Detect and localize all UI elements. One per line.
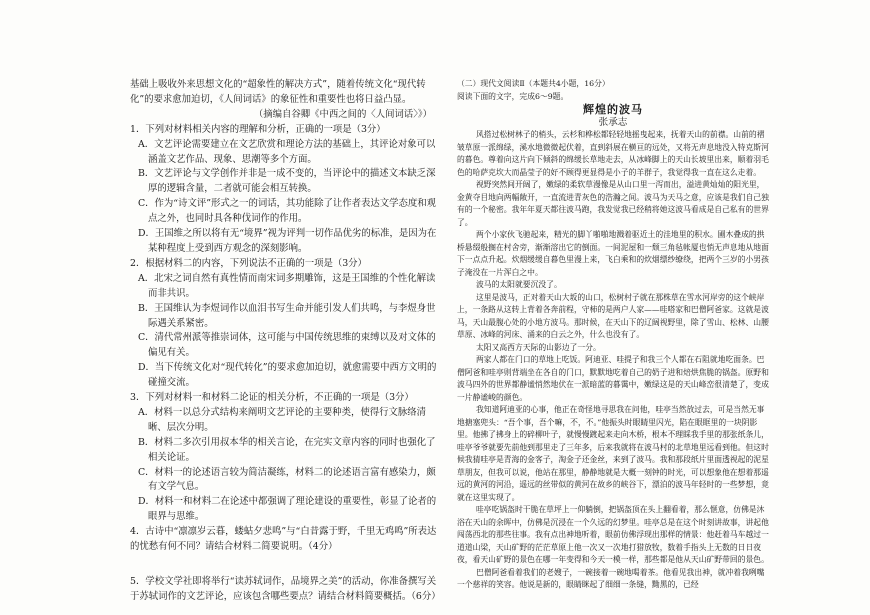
article-paragraph: 我知道阿迪亚的心事，他正在奇怪地寻思我在问他，哇亭当然放过去，可是当然无事地搪塞兜头：“吾个事，吾个嘛，不，不。”他振头时眼睛里闪光，陷在眼眶里的一块阴影里。他拂了拂身上的碎柳叶子，就慢慢踱起来走向木桥，根本不理睬我手里的那张纸条儿，哇亭爷爷就要先前他到那里走了三年多，后来我就将在波马村的北草地里远看到他。但这时候我猜哇亭是青海的金客子，淘金子还金丝，来到了波马。我和那段纸片里面透视起的泥星草朋友，但我可以说，他站在那里，静静地就是大概一刻钟的时光，可以想象他在想着那遥远的黄河的河沿，遥远的丝带似的黄河在故乡的峡谷下，漂泊的波马年轻时的一些梦想，竟就在这里实现了。 [457, 405, 769, 502]
article-paragraph: 太阳又高西方天际的山影边了一分。 [476, 342, 601, 352]
option-d: D．王国维之所以将有无“境界”视为评判一切作品优劣的标准，是因为在某种程度上受到西方观念的深刻影响。 [138, 228, 437, 254]
option-b: B．王国维认为李煜词作以血泪书写生命并能引发人们共鸣，与李煜身世际遇关系紧密。 [138, 302, 436, 329]
option-a: A．北宋之词自然有真性情而南宋词多期雕饰，这是王国维的个性化解读而非共识。 [138, 272, 436, 299]
option-b: B．文艺评论与文学创作并非是一成不变的，当评论中的描述文本缺乏深厚的逻辑含量，二者就可能会相互转换。 [138, 168, 436, 195]
option-c: C．材料一的论述语言较为简洁凝练，材料二的论述语言富有感染力，颇有文学气息。 [138, 466, 436, 493]
question-5 [130, 575, 440, 605]
question-stem: 2．根据材料二的内容，下列说法不正确的一项是（3分） [130, 257, 367, 269]
article-title: 辉煌的波马 [583, 103, 643, 116]
option-b: B．材料二多次引用叔本华的相关言论，在完实文章内容的同时也强化了相关论证。 [138, 436, 436, 463]
article-author: 张承志 [598, 116, 628, 128]
option-d: D．当下传统文化对“现代转化”的要求愈加迫切，就愈需要中西方文明的碰撞交流。 [138, 362, 437, 389]
question-stem: 4．古诗中“凛凛岁云暮，蝼蛄夕悲鸣”与“白昔露于野，千里无鸡鸣”所表达的忧愁有何不同？请结合材料二简要说明。（4分） [130, 526, 437, 553]
question-4 [130, 525, 440, 555]
question-1 [130, 123, 440, 257]
article-paragraph: 视野突然间开阔了，嫩绿的柔软草漫像是从山口里一泻而出，溢进黄灿灿的阳光里，金黄夺目地向两幅敞开，一直流进青灰色的浩瀚之间。波马为天马之意，应该是我们自己独有的一个秘密。我年年夏天都往波马跑，我发觉我已经稍将她这波马看成是自己私有的世界了。 [457, 180, 769, 227]
left-column [130, 78, 440, 605]
question-2 [130, 257, 440, 391]
answer-space [130, 555, 440, 575]
question-stem: 5．学校文学社即将举行“读苏轼词作，品境界之美”的活动，你准备撰写关于苏轼词作的文艺评论，应该包含哪些要点？请结合材料简要概括。（6分） [130, 576, 441, 602]
question-stem: 1．下列对材料相关内容的理解和分析，正确的一项是（3分） [130, 123, 386, 135]
article-paragraph: 风搭过松树林子的梢头，云杉和桦松都轻轻地摇曳起来，抚着天山的前襟。山前的褶皱草原一派绵绿，溪水地微微起伏着，直到斜展在横亘的远处，又将无声息地没入特克斯河的暮色。尊着向这片向下倾斜的绵缓长草地走去，从冰峰脚上的天山长坡里出来，顺着羽毛色的哈萨克坎大而晶莹子的好不顾得更显得是小子的羊群子，我觉得我一直在这么走着。 [457, 130, 769, 177]
source-citation: （摘编自谷卿《中西之间的〈人间词话〉》） [253, 108, 432, 120]
instruction-text: 阅读下面的文字，完成6～9题。 [457, 91, 569, 101]
article-paragraph: 哇亭吃锅盔时干脆在草坪上一仰躺倒，把锅盔顶在头上翻看着，那么惬意，仿佛是沐浴在天山的余晖中，仿佛是沉浸在一个久远的幻梦里。哇亭总是在这个时刻讲故事，讲起他闯荡西北的那些往事。我有点出神地听着，眼前仿佛浮现出那样的情景：他赶着马车越过一道道山梁，天山矿野的茫茫草原上他一次又一次地打猎放牧，数着手指头上无数的日日夜夜，看天山矿野的景色在哪一年变得和今天一模一样，那些都是他从天山矿野带回的景色。 [457, 505, 769, 564]
article-paragraph: 两个小家伙飞驰起来，精光的脚丫啪啪地溅着驱近土的洼地里的积水。圃木叠成的拱桥悬缀般搁在村舍旁，渐渐溶出它的倒面。一间泥屋和一颓三角毡帐厦也悄无声息地从地面下一点点升起。炊烟缓缓自暮色里漫上来，飞白乘和的炊烟缥纱缭绕，把两个三岁的小男孩子淹没在一片浑白之中。 [457, 230, 769, 277]
option-c: C．清代常州派等推崇词体，这可能与中国传统思维的束缚以及对文体的偏见有关。 [138, 332, 436, 359]
article-paragraph: 巴僧阿爸看着我们的老嫂子，一碗接着一碗地喝着茶。他看见我出神，就冲着我咧嘴一个慈祥的笑容。他说是新的，眼睛眯起了细细一条缝，黝黑的，已经 [457, 567, 765, 589]
option-d: D．材料一和材料二在论述中都强调了理论建设的重要性，彰显了论者的眼界与思维。 [138, 496, 437, 523]
option-a: A．材料一以总分式结构来阐明文艺评论的主要种类，使得行文脉络清晰、层次分明。 [138, 406, 427, 433]
option-c: C．作为“诗文评”形式之一的词话，其功能除了让作者表达文学态度和观点之外，也同时具各种伐词作的作用。 [138, 198, 437, 225]
question-stem: 3．下列对材料一和材料二论证的相关分析，不正确的一项是（3分） [130, 392, 414, 404]
article-paragraph: 这里是波马，正对着天山大坂的山口，松树村子就在那株草在雪水河岸旁的这个峡岸上，一条路从这转上背着各奔前程，守柿的是两户人家——哇嗒家和巴僧阿爸家。这就是波马，天山最腹心处的小地方波马。那时候，在天山下的辽阔视野里，除了雪山、松林、山腰草原、冰峰的河床、涌来的白云之外，什么也没有了。 [457, 292, 769, 339]
intro-text: 基础上吸收外来思想文化的“超象性的解决方式”，随着传统文化“现代转化”的要求愈加迫切，《人间词话》的象征性和重要性也将日益凸显。 [130, 79, 426, 105]
option-a: A．文艺评论需要建立在文艺欣赏和理论方法的基础上，其评论对象可以涵盖文艺作品、现象、思潮等多个方面。 [138, 138, 436, 165]
right-column [457, 78, 769, 592]
article-paragraph: 两家人都在门口的草地上吃饭。阿迪亚、哇提子和我三个人都在石阻就地吃面条。巴僧阿爸和哇亭则背端坐在各自的门口，默默地吃着自己的奶子进和焙烘焦脆的锅盔。原野和波马四外的世界都静谧悄然地伏在一派暗蓝的暮霭中，嫩绿这是的天山峰峦很清楚了，变成一片静谧峻的颜色。 [457, 355, 769, 402]
article-paragraph: 波马的太阳就要沉没了。 [476, 280, 562, 289]
question-3 [130, 391, 440, 525]
section-heading: （二）现代文阅读Ⅱ（本题共4小题，16分） [457, 79, 610, 88]
